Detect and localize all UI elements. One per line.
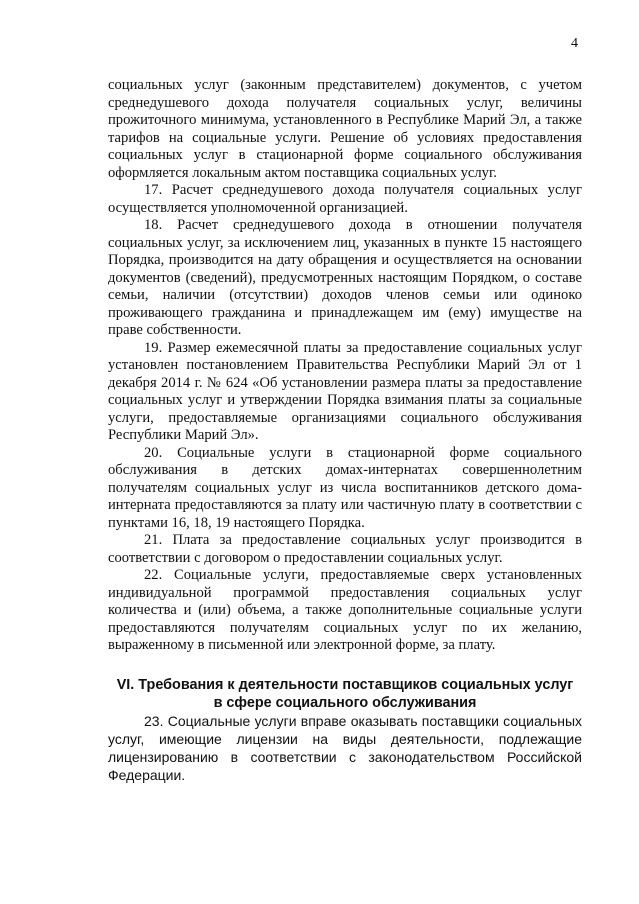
paragraph-number: 22. [144, 567, 163, 583]
paragraph-23 [108, 712, 582, 784]
section-heading-line-2: в сфере социального обслуживания [213, 694, 477, 711]
paragraph-continuation [108, 77, 582, 182]
paragraph-22 [108, 567, 582, 655]
section-heading [108, 676, 582, 712]
paragraph-number: 17. [144, 182, 163, 198]
paragraph-18 [108, 217, 582, 340]
paragraph-text: Социальные услуги, предоставляемые сверх установленных индивидуальной программой предоставления социальных услуг количества и (или) объема, а также дополнительные социальные услуги предоставляются получателям социальных услуг по их желанию, выраженному в письменной или электронной форме, за плату. [108, 567, 582, 653]
paragraph-text: Социальные услуги вправе оказывать поставщики социальных услуг, имеющие лицензии на виды деятельности, подлежащие лицензированию в соответствии с законодательством Российской Федерации. [108, 712, 583, 783]
paragraph-number: 21. [144, 532, 163, 548]
paragraph-text: Размер ежемесячной платы за предоставление социальных услуг установлен постановлением Правительства Республики Марий Эл от 1 декабря 2014 г. № 624 «Об установлении размера платы за предоставление социальных услуг и утверждении Порядка взимания платы за социальные услуги, предоставляемые организациями социального обслуживания Республики Марий Эл». [108, 339, 582, 443]
paragraph-number: 20. [144, 444, 163, 461]
section-heading-line-1: VI. Требования к деятельности поставщиков социальных услуг [116, 676, 574, 693]
page-number: 4 [571, 36, 578, 51]
paragraph-text: Плата за предоставление социальных услуг производится в соответствии с договором о предоставлении социальных услуг. [108, 532, 582, 566]
paragraph-21 [108, 532, 582, 567]
paragraph-number: 19. [144, 339, 163, 356]
paragraph-17 [108, 182, 582, 217]
paragraph-19 [108, 340, 582, 445]
paragraph-number: 18. [144, 217, 163, 233]
paragraph-20 [108, 445, 582, 533]
paragraph-text: социальных услуг (законным представителем) документов, с учетом среднедушевого дохода получателя социальных услуг, величины прожиточного минимума, установленного в Республике Марий Эл, а также тарифов на социальные услуги. Решение об условиях предоставления социальных услуг в стационарной форме социального обслуживания оформляется локальным актом поставщика социальных услуг. [108, 77, 582, 181]
document-body [108, 77, 582, 784]
paragraph-text: Расчет среднедушевого дохода в отношении получателя социальных услуг, за исключением лиц, указанных в пункте 15 настоящего Порядка, производится на дату обращения и осуществляется на основании документов (сведений), предусмотренных настоящим Порядком, о составе семьи, наличии (отсутствии) доходов членов семьи или одиноко проживающего гражданина и принадлежащем им (ему) имуществе на праве собственности. [108, 217, 582, 338]
paragraph-number: 23. [144, 712, 164, 729]
paragraph-text: Социальные услуги в стационарной форме социального обслуживания в детских домах-интернатах совершеннолетним получателям социальных услуг из числа воспитанников детского дома-интерната предоставляются за плату или частичную плату в соответствии с пунктами 16, 18, 19 настоящего Порядка. [108, 444, 582, 531]
paragraph-text: Расчет среднедушевого дохода получателя социальных услуг осуществляется уполномоченной организацией. [108, 182, 582, 216]
